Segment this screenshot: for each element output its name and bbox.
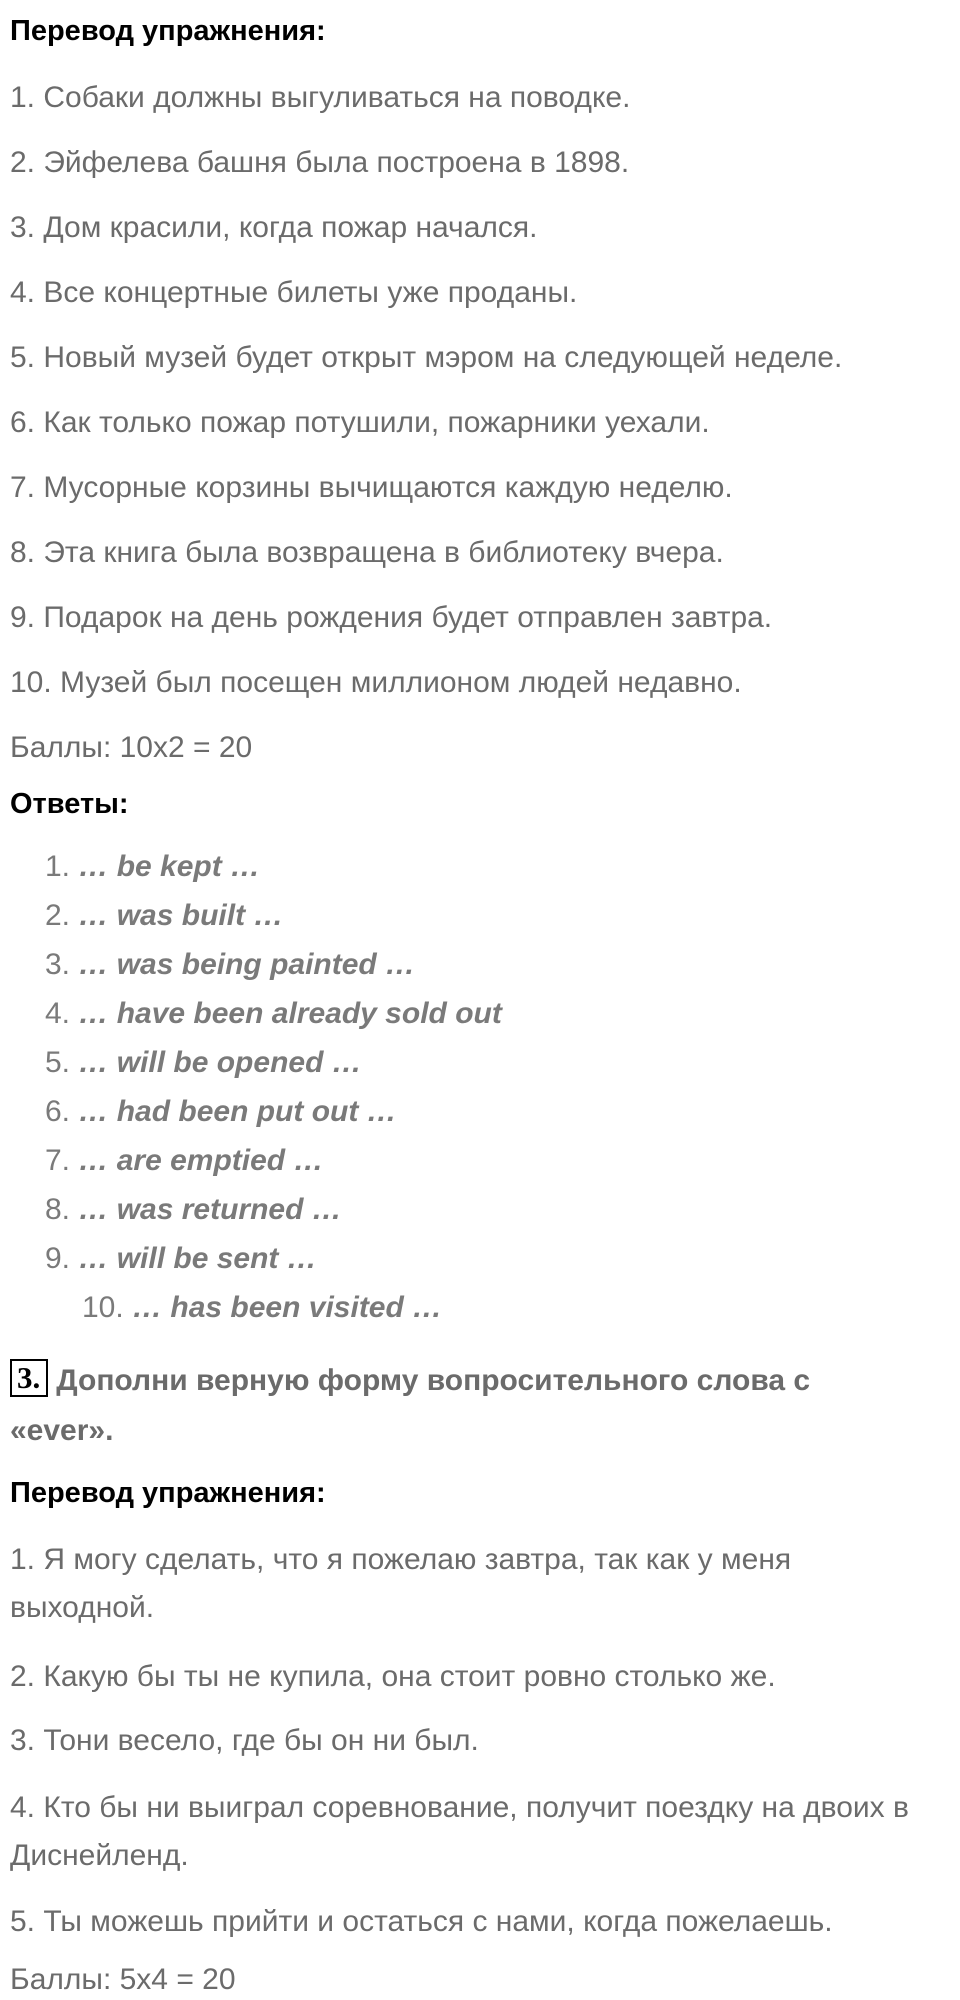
score-text: Баллы: 10х2 = 20 <box>10 731 253 764</box>
section-heading: Перевод упражнения: <box>10 1477 326 1509</box>
task-title-text: Дополни верную форму вопросительного слова с «ever». <box>10 1364 811 1447</box>
task3-item-4: 4. Кто бы ни выиграл соревнование, получит поездку на двоих в Диснейленд. <box>10 1791 909 1872</box>
translation-item-3: 3. Дом красили, когда пожар начался. <box>10 211 538 244</box>
translation-item-5: 5. Новый музей будет открыт мэром на следующей неделе. <box>10 341 843 374</box>
answer-number: 4. <box>45 997 71 1030</box>
answers-heading: Ответы: <box>10 788 129 820</box>
answer-text: … has been visited … <box>132 1291 443 1324</box>
answer-item-7 <box>45 1143 323 1179</box>
answer-text: … had been put out … <box>78 1095 397 1128</box>
translation-item-6: 6. Как только пожар потушили, пожарники уехали. <box>10 406 710 439</box>
answer-number: 7. <box>45 1144 71 1177</box>
translation-item-2: 2. Эйфелева башня была построена в 1898. <box>10 146 630 179</box>
answer-item-10 <box>82 1290 442 1326</box>
answer-item-2 <box>45 898 283 934</box>
answer-item-4 <box>45 996 502 1032</box>
translation-item-4: 4. Все концертные билеты уже проданы. <box>10 276 578 309</box>
task3-item-2: 2. Какую бы ты не купила, она стоит ровно столько же. <box>10 1660 776 1693</box>
section-heading: Перевод упражнения: <box>10 15 326 47</box>
answer-text: … was built … <box>78 899 284 932</box>
translation-item-10: 10. Музей был посещен миллионом людей недавно. <box>10 666 742 699</box>
translation-item-1: 1. Собаки должны выгуливаться на поводке. <box>10 81 631 114</box>
answer-item-9 <box>45 1241 317 1277</box>
translation-item-8: 8. Эта книга была возвращена в библиотеку вчера. <box>10 536 724 569</box>
task-title <box>10 1356 910 1456</box>
task3-item-3: 3. Тони весело, где бы он ни был. <box>10 1724 479 1757</box>
answer-text: … be kept … <box>78 850 261 883</box>
answer-text: … was being painted … <box>78 948 416 981</box>
answer-item-3 <box>45 947 415 983</box>
translation-item-9: 9. Подарок на день рождения будет отправлен завтра. <box>10 601 773 634</box>
task-number-box: 3. <box>10 1359 48 1397</box>
answer-number: 1. <box>45 850 71 883</box>
task3-item-5: 5. Ты можешь прийти и остаться с нами, когда пожелаешь. <box>10 1905 833 1938</box>
answer-text: … will be sent … <box>78 1242 317 1275</box>
answer-text: … have been already sold out <box>78 997 502 1030</box>
answer-number: 6. <box>45 1095 71 1128</box>
answer-number: 5. <box>45 1046 71 1079</box>
answer-item-6 <box>45 1094 397 1130</box>
answer-text: … was returned … <box>78 1193 342 1226</box>
answer-number: 3. <box>45 948 71 981</box>
answer-number: 8. <box>45 1193 71 1226</box>
answer-text: … will be opened … <box>78 1046 362 1079</box>
answer-item-5 <box>45 1045 362 1081</box>
answer-number: 9. <box>45 1242 71 1275</box>
translation-item-7: 7. Мусорные корзины вычищаются каждую неделю. <box>10 471 733 504</box>
answer-number: 10. <box>82 1291 124 1324</box>
answer-item-8 <box>45 1192 342 1228</box>
answer-item-1 <box>45 849 260 885</box>
score-text: Баллы: 5х4 = 20 <box>10 1963 236 1996</box>
answer-number: 2. <box>45 899 71 932</box>
task3-item-1: 1. Я могу сделать, что я пожелаю завтра, так как у меня выходной. <box>10 1543 792 1624</box>
answer-text: … are emptied … <box>78 1144 324 1177</box>
